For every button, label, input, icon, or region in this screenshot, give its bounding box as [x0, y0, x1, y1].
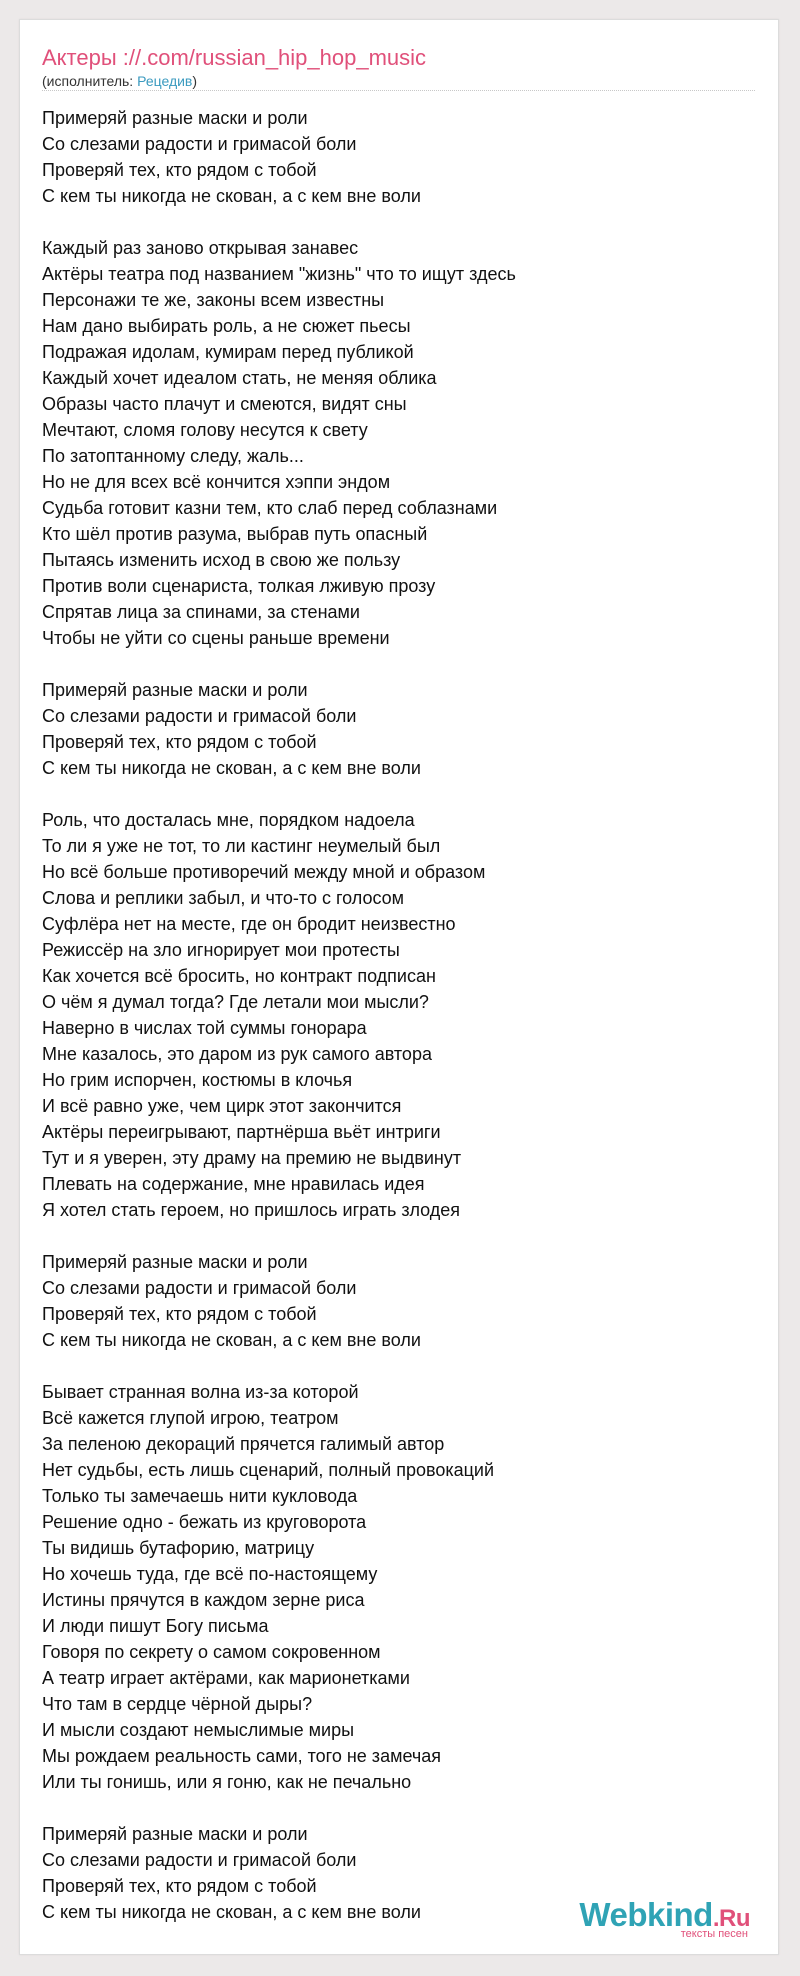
logo-wordmark [579, 1898, 750, 1931]
lyric-line: То ли я уже не тот, то ли кастинг неумелый был [42, 836, 441, 856]
lyric-line: Слова и реплики забыл, и что-то с голосом [42, 888, 405, 908]
lyric-line: Каждый хочет идеалом стать, не меняя облика [42, 368, 437, 388]
lyric-line: Пытаясь изменить исход в свою же пользу [42, 550, 401, 570]
lyric-line: Проверяй тех, кто рядом с тобой [42, 160, 317, 180]
performer-link[interactable]: Рецедив [137, 73, 193, 89]
lyric-line: С кем ты никогда не скован, а с кем вне воли [42, 1902, 421, 1922]
lyric-line: По затоптанному следу, жаль... [42, 446, 304, 466]
lyric-line: Наверно в числах той суммы гонорара [42, 1018, 367, 1038]
lyric-line: Примеряй разные маски и роли [42, 1252, 308, 1272]
lyric-line: Что там в сердце чёрной дыры? [42, 1694, 313, 1714]
performer-line [42, 72, 197, 90]
stanza-gap [42, 1795, 762, 1821]
lyric-line: Чтобы не уйти со сцены раньше времени [42, 628, 390, 648]
lyric-line: Истины прячутся в каждом зерне риса [42, 1590, 365, 1610]
lyric-line: Мне казалось, это даром из рук самого автора [42, 1044, 432, 1064]
lyric-line: Плевать на содержание, мне нравилась идея [42, 1174, 425, 1194]
lyric-line: Со слезами радости и гримасой боли [42, 1850, 357, 1870]
lyric-line: И мысли создают немыслимые миры [42, 1720, 355, 1740]
stanza-gap [42, 1223, 762, 1249]
performer-suffix: ) [192, 73, 198, 89]
lyric-line: Нет судьбы, есть лишь сценарий, полный провокаций [42, 1460, 495, 1480]
stanza-gap [42, 781, 762, 807]
lyric-line: Подражая идолам, кумирам перед публикой [42, 342, 414, 362]
lyric-line: Нам дано выбирать роль, а не сюжет пьесы [42, 316, 411, 336]
lyric-line: Только ты замечаешь нити кукловода [42, 1486, 358, 1506]
page-title: Актеры ://.com/russian_hip_hop_music [42, 45, 427, 70]
lyric-line: Режиссёр на зло игнорирует мои протесты [42, 940, 400, 960]
stanza-gap [42, 209, 762, 235]
lyric-line: Говоря по секрету о самом сокровенном [42, 1642, 381, 1662]
lyric-line: Проверяй тех, кто рядом с тобой [42, 732, 317, 752]
lyric-line: За пеленою декораций прячется галимый автор [42, 1434, 445, 1454]
webkind-logo[interactable] [579, 1898, 750, 1940]
lyric-line: Но всё больше противоречий между мной и образом [42, 862, 486, 882]
stanza-gap [42, 651, 762, 677]
logo-main-text: Webkind [579, 1896, 713, 1933]
lyric-line: Против воли сценариста, толкая лживую прозу [42, 576, 436, 596]
lyric-line: Но грим испорчен, костюмы в клочья [42, 1070, 353, 1090]
lyric-line: Или ты гонишь, или я гоню, как не печально [42, 1772, 412, 1792]
lyric-line: И люди пишут Богу письма [42, 1616, 269, 1636]
lyric-line: Со слезами радости и гримасой боли [42, 134, 357, 154]
lyric-line: Проверяй тех, кто рядом с тобой [42, 1304, 317, 1324]
title-divider [42, 90, 755, 91]
stanza-gap [42, 1353, 762, 1379]
lyric-line: Я хотел стать героем, но пришлось играть злодея [42, 1200, 461, 1220]
lyric-line: Образы часто плачут и смеются, видят сны [42, 394, 407, 414]
lyric-line: Актёры театра под названием "жизнь" что то ищут здесь [42, 264, 516, 284]
lyric-line: Примеряй разные маски и роли [42, 108, 308, 128]
lyric-line: Суфлёра нет на месте, где он бродит неизвестно [42, 914, 456, 934]
lyric-line: Со слезами радости и гримасой боли [42, 706, 357, 726]
lyric-line: С кем ты никогда не скован, а с кем вне воли [42, 186, 421, 206]
lyric-line: Мечтают, сломя голову несутся к свету [42, 420, 368, 440]
lyrics-card [19, 19, 779, 1955]
lyric-line: Спрятав лица за спинами, за стенами [42, 602, 360, 622]
logo-tagline: тексты песен [680, 1928, 748, 1940]
lyric-line: Примеряй разные маски и роли [42, 1824, 308, 1844]
lyric-line: Но не для всех всё кончится хэппи эндом [42, 472, 391, 492]
lyric-line: Как хочется всё бросить, но контракт подписан [42, 966, 436, 986]
lyric-line: Решение одно - бежать из круговорота [42, 1512, 367, 1532]
lyric-line: Тут и я уверен, эту драму на премию не выдвинут [42, 1148, 462, 1168]
lyric-line: С кем ты никогда не скован, а с кем вне воли [42, 758, 421, 778]
lyric-line: Со слезами радости и гримасой боли [42, 1278, 357, 1298]
lyric-line: Кто шёл против разума, выбрав путь опасный [42, 524, 428, 544]
lyric-line: Мы рождаем реальность сами, того не замечая [42, 1746, 441, 1766]
lyric-line: Всё кажется глупой игрою, театром [42, 1408, 339, 1428]
lyric-line: А театр играет актёрами, как марионетками [42, 1668, 410, 1688]
lyric-line: Бывает странная волна из-за которой [42, 1382, 359, 1402]
lyric-line: С кем ты никогда не скован, а с кем вне воли [42, 1330, 421, 1350]
lyric-line: Персонажи те же, законы всем известны [42, 290, 385, 310]
lyric-line: Проверяй тех, кто рядом с тобой [42, 1876, 317, 1896]
lyric-line: Актёры переигрывают, партнёрша вьёт интриги [42, 1122, 441, 1142]
lyrics-body [42, 105, 762, 1925]
lyric-line: Но хочешь туда, где всё по-настоящему [42, 1564, 378, 1584]
lyric-line: Судьба готовит казни тем, кто слаб перед соблазнами [42, 498, 498, 518]
lyric-line: Каждый раз заново открывая занавес [42, 238, 359, 258]
performer-prefix: (исполнитель: [42, 73, 138, 89]
lyric-line: О чём я думал тогда? Где летали мои мысли? [42, 992, 429, 1012]
lyric-line: Примеряй разные маски и роли [42, 680, 308, 700]
logo-tld: .Ru [712, 1905, 750, 1932]
lyric-line: И всё равно уже, чем цирк этот закончится [42, 1096, 402, 1116]
lyric-line: Ты видишь бутафорию, матрицу [42, 1538, 315, 1558]
lyric-line: Роль, что досталась мне, порядком надоела [42, 810, 415, 830]
